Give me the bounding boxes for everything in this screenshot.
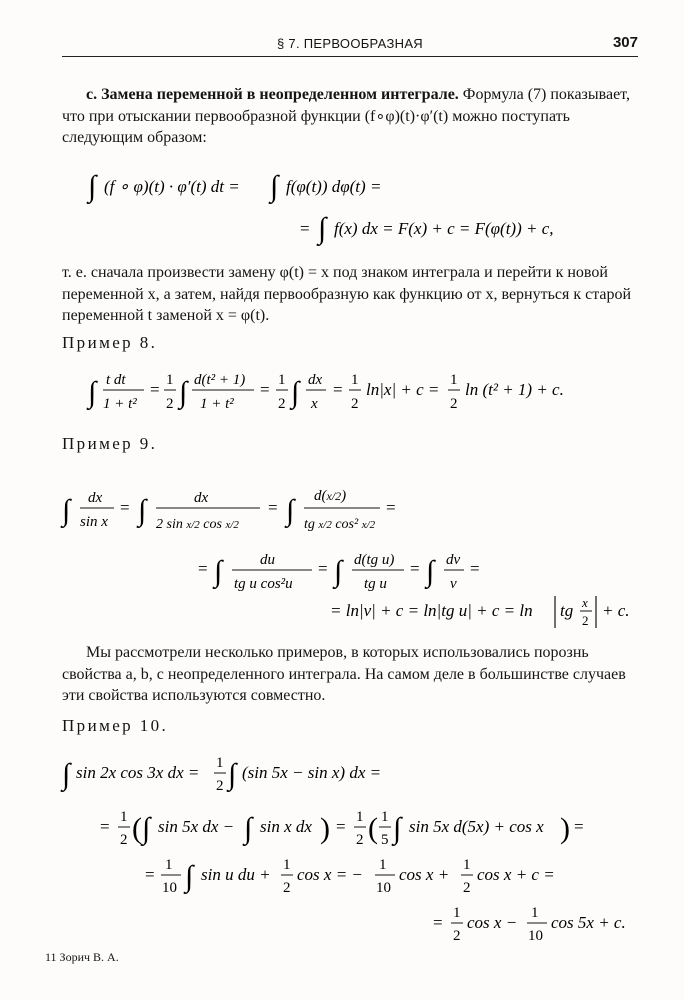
svg-text:cos x +: cos x + xyxy=(399,865,450,884)
example-9-line1-svg xyxy=(62,476,422,542)
example-10-line2 xyxy=(100,806,590,859)
section-c-heading: c. Замена переменной в неопределенном интеграле. xyxy=(86,86,459,103)
svg-text:t dt: t dt xyxy=(106,372,126,388)
svg-text:2: 2 xyxy=(278,396,286,412)
svg-text:=: = xyxy=(260,380,270,399)
svg-text:tg u cos²u: tg u cos²u xyxy=(234,576,293,592)
svg-text:tg u: tg u xyxy=(364,576,387,592)
running-title: § 7. ПЕРВООБРАЗНАЯ xyxy=(276,36,423,51)
svg-text:10: 10 xyxy=(162,880,177,896)
svg-text:∫: ∫ xyxy=(334,555,343,588)
svg-text:2: 2 xyxy=(283,880,291,896)
svg-text:1: 1 xyxy=(450,372,458,388)
svg-text:tg x/2 cos² x/2: tg x/2 cos² x/2 xyxy=(304,517,376,532)
svg-text:=: = xyxy=(268,498,278,517)
formula-substitution-line1-text xyxy=(0,0,1,1)
example-9-line1 xyxy=(62,476,422,547)
example-8-label: Пример 8. xyxy=(62,333,158,352)
svg-text:sin x: sin x xyxy=(80,514,108,530)
example-9-line3-svg xyxy=(330,588,640,638)
svg-text:=: = xyxy=(336,817,346,836)
svg-text:(f ∘ φ)(t) · φ′(t) dt =: (f ∘ φ)(t) · φ′(t) dt = xyxy=(104,177,240,196)
svg-text:1: 1 xyxy=(216,755,224,771)
example-10-line1-svg xyxy=(62,754,402,800)
page-header xyxy=(62,34,638,57)
svg-text:2: 2 xyxy=(453,928,461,944)
svg-text:d(x/2): d(x/2) xyxy=(314,488,347,504)
svg-text:ln (t² + 1) + c.: ln (t² + 1) + c. xyxy=(465,380,564,399)
svg-text:1: 1 xyxy=(531,905,539,921)
svg-text:2: 2 xyxy=(450,396,458,412)
svg-text:2 sin x/2 cos x/2: 2 sin x/2 cos x/2 xyxy=(156,517,239,532)
svg-text:=: = xyxy=(150,380,160,399)
example-10-line4-svg xyxy=(433,902,633,950)
svg-text:): ) xyxy=(560,812,570,845)
page-number: 307 xyxy=(612,34,638,51)
section-c-text: Формула (7) показывает, что при отыскании первообразной функции (f∘φ)(t)·φ′(t) можно поступать следующим образом: xyxy=(62,86,630,146)
svg-text:cos x + c =: cos x + c = xyxy=(477,865,555,884)
formula-substitution-line1 xyxy=(88,168,418,213)
example-10-line2-svg xyxy=(100,806,590,854)
formula-substitution-line2 xyxy=(300,210,630,255)
svg-text:f(φ(t)) dφ(t) =: f(φ(t)) dφ(t) = xyxy=(286,177,382,196)
example-10-label: Пример 10. xyxy=(62,716,169,735)
footer-signature: 11 Зорич В. А. xyxy=(45,950,119,964)
math-text-bindings xyxy=(0,0,1,1)
example-8-formula xyxy=(88,366,608,423)
svg-text:2: 2 xyxy=(166,396,174,412)
svg-text:): ) xyxy=(320,812,330,845)
svg-text:1: 1 xyxy=(356,809,364,825)
svg-text:∫: ∫ xyxy=(318,212,327,245)
svg-text:=: = xyxy=(145,865,155,884)
svg-text:dv: dv xyxy=(446,552,461,568)
svg-text:sin 5x d(5x) + cos x: sin 5x d(5x) + cos x xyxy=(409,817,544,836)
svg-text:2: 2 xyxy=(356,832,364,848)
svg-text:∫: ∫ xyxy=(62,494,71,527)
svg-text:+ c.: + c. xyxy=(602,601,630,620)
svg-text:∫: ∫ xyxy=(270,170,279,203)
svg-text:∫: ∫ xyxy=(185,860,194,893)
example-9-label: Пример 9. xyxy=(62,434,158,453)
svg-text:ln|x| + c =: ln|x| + c = xyxy=(366,380,440,399)
svg-text:∫: ∫ xyxy=(142,812,151,845)
example-10-line3 xyxy=(145,854,555,907)
svg-text:v: v xyxy=(450,576,457,592)
svg-text:=: = xyxy=(433,913,443,932)
example-10-line3-svg xyxy=(145,854,555,902)
svg-text:1: 1 xyxy=(166,372,174,388)
svg-text:=: = xyxy=(100,817,110,836)
svg-text:∫: ∫ xyxy=(179,376,188,409)
summary-paragraph: Мы рассмотрели несколько примеров, в которых использовались порознь свойства a, b, c неопределенного интеграла. На самом деле в большинстве случаев эти свойства используются совместно. xyxy=(62,644,626,704)
substitution-explanation: т. е. сначала произвести замену φ(t) = x под знаком интеграла и перейти к новой переменной x, а затем, найдя первообразную как функцию от x, вернуться к старой переменной t заменой x = φ(t). xyxy=(62,264,632,324)
svg-text:1: 1 xyxy=(379,857,387,873)
svg-text:2: 2 xyxy=(216,778,224,794)
svg-text:=: = xyxy=(470,559,480,578)
svg-text:∫: ∫ xyxy=(88,170,97,203)
svg-text:f(x) dx = F(x) + c = F(φ(t)) +: f(x) dx = F(x) + c = F(φ(t)) + c, xyxy=(334,219,554,238)
svg-text:(: ( xyxy=(368,812,378,845)
svg-text:10: 10 xyxy=(528,928,543,944)
svg-text:1: 1 xyxy=(283,857,291,873)
svg-text:2: 2 xyxy=(351,396,359,412)
svg-text:1: 1 xyxy=(120,809,128,825)
svg-text:1: 1 xyxy=(453,905,461,921)
svg-text:=: = xyxy=(386,498,396,517)
svg-text:10: 10 xyxy=(376,880,391,896)
svg-text:(: ( xyxy=(132,812,142,845)
svg-text:=: = xyxy=(410,559,420,578)
svg-text:1: 1 xyxy=(351,372,359,388)
section-c-paragraph xyxy=(62,84,644,149)
svg-text:(sin 5x − sin x) dx =: (sin 5x − sin x) dx = xyxy=(242,763,382,782)
svg-text:sin 2x cos 3x dx =: sin 2x cos 3x dx = xyxy=(76,763,200,782)
svg-text:=: = xyxy=(574,817,584,836)
svg-text:d(t² + 1): d(t² + 1) xyxy=(194,372,246,388)
svg-text:∫: ∫ xyxy=(214,555,223,588)
svg-text:sin x dx: sin x dx xyxy=(260,817,312,836)
svg-text:dx: dx xyxy=(194,490,209,506)
example-10-line4 xyxy=(433,902,633,955)
svg-text:2: 2 xyxy=(582,613,589,628)
svg-text:cos 5x + c.: cos 5x + c. xyxy=(551,913,626,932)
svg-text:∫: ∫ xyxy=(62,758,71,791)
svg-text:1: 1 xyxy=(463,857,471,873)
svg-text:cos x = −: cos x = − xyxy=(297,865,363,884)
svg-text:sin u du +: sin u du + xyxy=(201,865,271,884)
svg-text:∫: ∫ xyxy=(228,758,237,791)
svg-text:∫: ∫ xyxy=(393,812,402,845)
svg-text:=: = xyxy=(333,380,343,399)
svg-text:=: = xyxy=(318,559,328,578)
svg-text:=: = xyxy=(300,219,310,238)
example-9-line3 xyxy=(330,588,640,643)
example-10-line1 xyxy=(62,754,402,805)
svg-text:1 + t²: 1 + t² xyxy=(103,396,137,412)
svg-text:5: 5 xyxy=(381,832,389,848)
svg-text:x: x xyxy=(582,595,588,610)
svg-text:∫: ∫ xyxy=(88,376,97,409)
svg-text:1: 1 xyxy=(165,857,173,873)
svg-text:∫: ∫ xyxy=(244,812,253,845)
svg-text:du: du xyxy=(260,552,275,568)
svg-text:1 + t²: 1 + t² xyxy=(200,396,234,412)
svg-text:∫: ∫ xyxy=(138,494,147,527)
svg-text:tg: tg xyxy=(560,601,574,620)
svg-text:1: 1 xyxy=(278,372,286,388)
formula-substitution-line2-svg xyxy=(300,210,630,250)
example-8-formula-svg xyxy=(88,366,608,418)
svg-text:d(tg u): d(tg u) xyxy=(354,552,395,568)
svg-text:x: x xyxy=(311,396,318,412)
svg-text:∫: ∫ xyxy=(426,555,435,588)
svg-text:dx: dx xyxy=(88,490,103,506)
svg-text:1: 1 xyxy=(381,809,389,825)
svg-text:2: 2 xyxy=(120,832,128,848)
svg-text:2: 2 xyxy=(463,880,471,896)
svg-text:∫: ∫ xyxy=(286,494,295,527)
svg-text:=: = xyxy=(120,498,130,517)
svg-text:= ln|v| + c = ln|tg u| + c = l: = ln|v| + c = ln|tg u| + c = ln xyxy=(330,601,533,620)
formula-substitution-line1-svg xyxy=(88,168,418,208)
svg-text:∫: ∫ xyxy=(291,376,300,409)
svg-text:sin 5x dx −: sin 5x dx − xyxy=(158,817,235,836)
svg-text:=: = xyxy=(198,559,208,578)
svg-text:cos x −: cos x − xyxy=(467,913,518,932)
svg-text:dx: dx xyxy=(308,372,323,388)
